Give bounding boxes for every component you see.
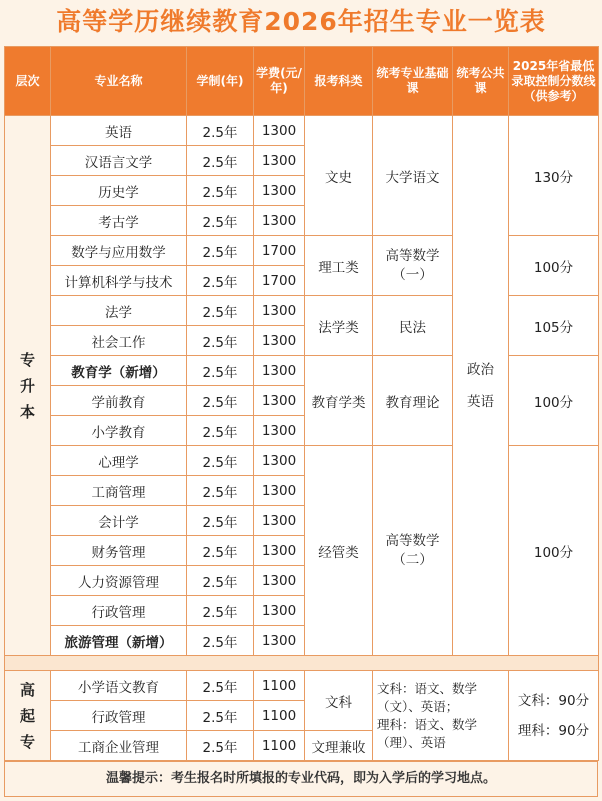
major-cell: 学前教育 <box>51 386 187 416</box>
major-cell: 计算机科学与技术 <box>51 266 187 296</box>
table-row <box>5 446 599 476</box>
major-cell: 心理学 <box>51 446 187 476</box>
category-cell: 法学类 <box>305 296 373 356</box>
header-years: 学制(年) <box>187 47 254 116</box>
public-course-english: 英语 <box>467 393 494 410</box>
fee-cell: 1700 <box>254 236 305 266</box>
level-char: 专 <box>19 732 35 751</box>
major-cell: 行政管理 <box>51 596 187 626</box>
table-row <box>5 671 599 701</box>
years-cell: 2.5年 <box>187 626 254 656</box>
score-cell: 100分 <box>509 356 599 446</box>
table-row <box>5 116 599 146</box>
years-cell: 2.5年 <box>187 116 254 146</box>
category-cell: 理工类 <box>305 236 373 296</box>
years-cell: 2.5年 <box>187 356 254 386</box>
category-cell: 文理兼收 <box>305 731 373 761</box>
fee-cell: 1100 <box>254 671 305 701</box>
major-cell: 旅游管理（新增） <box>51 626 187 656</box>
category-cell: 文史 <box>305 116 373 236</box>
years-cell: 2.5年 <box>187 476 254 506</box>
fee-cell: 1300 <box>254 566 305 596</box>
fee-cell: 1300 <box>254 416 305 446</box>
major-cell: 教育学（新增） <box>51 356 187 386</box>
base-course-cell: 教育理论 <box>373 356 453 446</box>
years-cell: 2.5年 <box>187 701 254 731</box>
level-zsb <box>5 116 51 656</box>
years-cell: 2.5年 <box>187 326 254 356</box>
header-score: 2025年省最低录取控制分数线（供参考） <box>509 47 599 116</box>
category-cell: 教育学类 <box>305 356 373 446</box>
years-cell: 2.5年 <box>187 506 254 536</box>
score-cell: 100分 <box>509 236 599 296</box>
header-major: 专业名称 <box>51 47 187 116</box>
table-row <box>5 356 599 386</box>
fee-cell: 1300 <box>254 536 305 566</box>
header-base-course: 统考专业基础课 <box>373 47 453 116</box>
years-cell: 2.5年 <box>187 206 254 236</box>
years-cell: 2.5年 <box>187 566 254 596</box>
base-course-cell: 民法 <box>373 296 453 356</box>
header-level: 层次 <box>5 47 51 116</box>
gqz-base-liberal: 文科：语文、数学（文）、英语； <box>377 680 478 714</box>
gqz-score-cell <box>509 671 599 761</box>
fee-cell: 1300 <box>254 206 305 236</box>
score-cell: 100分 <box>509 446 599 656</box>
gqz-score-science: 理科：90分 <box>517 722 590 739</box>
fee-cell: 1100 <box>254 731 305 761</box>
years-cell: 2.5年 <box>187 236 254 266</box>
major-cell: 行政管理 <box>51 701 187 731</box>
public-course-cell <box>453 116 509 656</box>
gqz-base-science: 理科：语文、数学（理）、英语 <box>377 716 478 750</box>
category-cell: 文科 <box>305 671 373 731</box>
major-cell: 考古学 <box>51 206 187 236</box>
fee-cell: 1300 <box>254 386 305 416</box>
public-course-politics: 政治 <box>467 361 494 378</box>
category-cell: 经管类 <box>305 446 373 656</box>
page-title: 高等学历继续教育2026年招生专业一览表 <box>56 7 546 36</box>
fee-cell: 1300 <box>254 626 305 656</box>
fee-cell: 1300 <box>254 176 305 206</box>
fee-cell: 1300 <box>254 596 305 626</box>
years-cell: 2.5年 <box>187 296 254 326</box>
fee-cell: 1300 <box>254 116 305 146</box>
level-char: 专 <box>19 350 35 369</box>
fee-cell: 1300 <box>254 146 305 176</box>
gqz-score-liberal: 文科：90分 <box>517 692 590 709</box>
major-cell: 财务管理 <box>51 536 187 566</box>
years-cell: 2.5年 <box>187 446 254 476</box>
base-course-cell: 大学语文 <box>373 116 453 236</box>
fee-cell: 1300 <box>254 506 305 536</box>
major-cell: 工商管理 <box>51 476 187 506</box>
score-cell: 105分 <box>509 296 599 356</box>
major-cell: 法学 <box>51 296 187 326</box>
header-public-course: 统考公共课 <box>453 47 509 116</box>
major-cell: 汉语言文学 <box>51 146 187 176</box>
fee-cell: 1100 <box>254 701 305 731</box>
level-gqz <box>5 671 51 761</box>
level-char: 起 <box>19 706 35 725</box>
major-cell: 英语 <box>51 116 187 146</box>
score-cell: 130分 <box>509 116 599 236</box>
major-cell: 社会工作 <box>51 326 187 356</box>
major-cell: 历史学 <box>51 176 187 206</box>
fee-cell: 1300 <box>254 446 305 476</box>
years-cell: 2.5年 <box>187 536 254 566</box>
level-char: 高 <box>19 680 35 699</box>
fee-cell: 1300 <box>254 326 305 356</box>
base-course-cell: 高等数学（一） <box>373 236 453 296</box>
fee-cell: 1700 <box>254 266 305 296</box>
major-cell: 小学语文教育 <box>51 671 187 701</box>
level-char: 本 <box>19 402 35 421</box>
years-cell: 2.5年 <box>187 671 254 701</box>
fee-cell: 1300 <box>254 296 305 326</box>
fee-cell: 1300 <box>254 476 305 506</box>
base-course-cell: 高等数学（二） <box>373 446 453 656</box>
majors-table <box>4 46 599 761</box>
major-cell: 人力资源管理 <box>51 566 187 596</box>
table-row <box>5 296 599 326</box>
level-char: 升 <box>19 376 35 395</box>
gqz-base-course-cell <box>373 671 509 761</box>
major-cell: 数学与应用数学 <box>51 236 187 266</box>
years-cell: 2.5年 <box>187 176 254 206</box>
notice-tip: 温馨提示：考生报名时所填报的专业代码，即为入学后的学习地点。 <box>4 761 598 797</box>
years-cell: 2.5年 <box>187 596 254 626</box>
years-cell: 2.5年 <box>187 416 254 446</box>
header-fee: 学费(元/年) <box>254 47 305 116</box>
separator-cell <box>5 656 599 671</box>
table-row <box>5 236 599 266</box>
years-cell: 2.5年 <box>187 731 254 761</box>
major-cell: 工商企业管理 <box>51 731 187 761</box>
fee-cell: 1300 <box>254 356 305 386</box>
header-category: 报考科类 <box>305 47 373 116</box>
major-cell: 会计学 <box>51 506 187 536</box>
years-cell: 2.5年 <box>187 146 254 176</box>
years-cell: 2.5年 <box>187 386 254 416</box>
years-cell: 2.5年 <box>187 266 254 296</box>
table-header-row <box>5 47 599 116</box>
section-separator <box>5 656 599 671</box>
major-cell: 小学教育 <box>51 416 187 446</box>
